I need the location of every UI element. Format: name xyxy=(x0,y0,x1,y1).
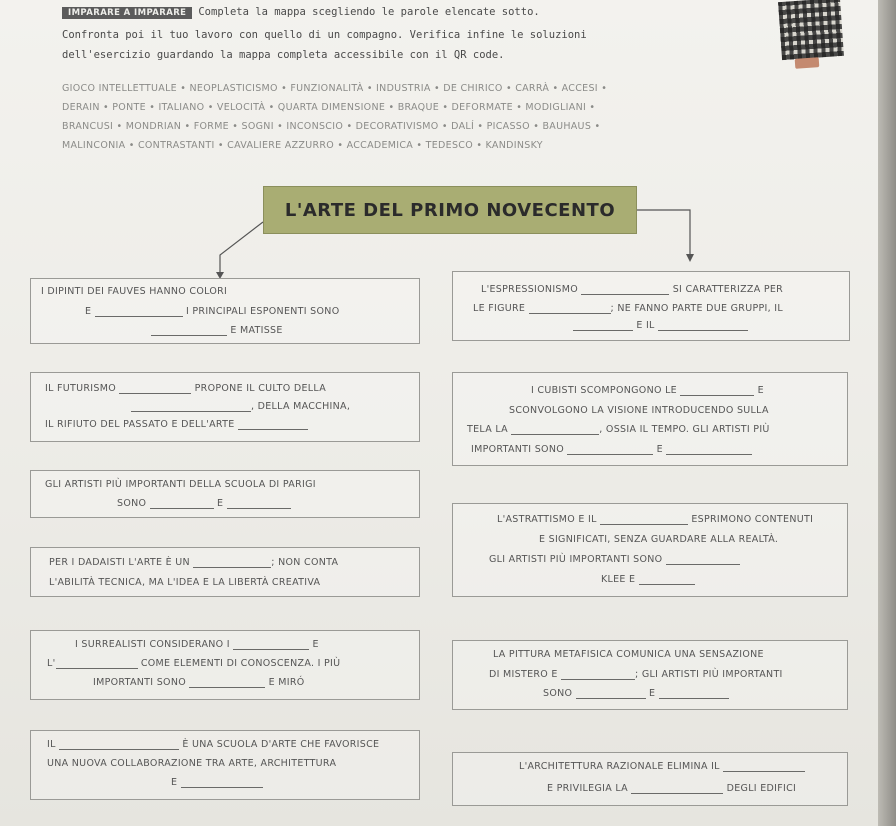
astrattismo-line-2: E SIGNIFICATI, SENZA GUARDARE ALLA REALTÀ. xyxy=(539,534,779,545)
blank-field[interactable] xyxy=(131,402,251,412)
metafisica-line-1: LA PITTURA METAFISICA COMUNICA UNA SENSAZIONE xyxy=(493,649,764,660)
bauhaus-line-1: IL È UNA SCUOLA D'ARTE CHE FAVORISCE xyxy=(47,739,380,750)
surrealisti-line-1: I SURREALISTI CONSIDERANO I E xyxy=(75,639,319,650)
blank-field[interactable] xyxy=(576,689,646,699)
blank-field[interactable] xyxy=(56,659,138,669)
blank-field[interactable] xyxy=(659,689,729,699)
connector-left xyxy=(220,222,263,276)
box-astrattismo xyxy=(452,503,848,597)
box-fauves xyxy=(30,278,420,344)
fauves-line-3: E MATISSE xyxy=(151,325,283,336)
razionale-line-1: L'ARCHITETTURA RAZIONALE ELIMINA IL xyxy=(519,761,805,772)
astrattismo-line-3: GLI ARTISTI PIÙ IMPORTANTI SONO xyxy=(489,554,740,565)
box-espressionismo xyxy=(452,271,850,341)
futurismo-line-2: , DELLA MACCHINA, xyxy=(131,401,350,412)
blank-field[interactable] xyxy=(666,555,740,565)
astrattismo-line-4: KLEE E xyxy=(601,574,695,585)
blank-field[interactable] xyxy=(581,285,669,295)
box-parigi xyxy=(30,470,420,518)
blank-field[interactable] xyxy=(680,386,754,396)
metafisica-line-3: SONO E xyxy=(543,688,729,699)
blank-field[interactable] xyxy=(233,640,309,650)
blank-field[interactable] xyxy=(189,678,265,688)
box-cubisti xyxy=(452,372,848,466)
box-bauhaus xyxy=(30,730,420,800)
dadaisti-line-1: PER I DADAISTI L'ARTE È UN ; NON CONTA xyxy=(49,557,339,568)
espressionismo-line-3: E IL xyxy=(573,320,748,331)
box-surrealisti xyxy=(30,630,420,700)
cubisti-line-2: SCONVOLGONO LA VISIONE INTRODUCENDO SULLA xyxy=(509,405,769,416)
blank-field[interactable] xyxy=(151,326,227,336)
instruction-text-1: Completa la mappa scegliendo le parole elencate sotto. xyxy=(198,6,540,18)
blank-field[interactable] xyxy=(150,499,214,509)
blank-field[interactable] xyxy=(600,515,688,525)
book-edge xyxy=(878,0,896,826)
section-badge: IMPARARE A IMPARARE xyxy=(62,7,192,19)
blank-field[interactable] xyxy=(639,575,695,585)
word-bank-line-4: MALINCONIA • CONTRASTANTI • CAVALIERE AZZURRO • ACCADEMICA • TEDESCO • KANDINSKY xyxy=(62,140,543,151)
blank-field[interactable] xyxy=(95,307,183,317)
futurismo-line-3: IL RIFIUTO DEL PASSATO E DELL'ARTE xyxy=(45,419,308,430)
blank-field[interactable] xyxy=(227,499,291,509)
blank-field[interactable] xyxy=(193,558,271,568)
blank-field[interactable] xyxy=(658,321,748,331)
fauves-line-2: E I PRINCIPALI ESPONENTI SONO xyxy=(85,306,340,317)
word-bank-line-2: DERAIN • PONTE • ITALIANO • VELOCITÀ • QUARTA DIMENSIONE • BRAQUE • DEFORMATE • MODIGLIANI • xyxy=(62,102,596,113)
razionale-line-2: E PRIVILEGIA LA DEGLI EDIFICI xyxy=(547,783,797,794)
blank-field[interactable] xyxy=(666,445,752,455)
box-architettura-razionale xyxy=(452,752,848,806)
instruction-line-3: dell'esercizio guardando la mappa completa accessibile con il QR code. xyxy=(62,49,505,61)
box-dadaisti xyxy=(30,547,420,597)
cubisti-line-3: TELA LA , OSSIA IL TEMPO. GLI ARTISTI PIÙ xyxy=(467,424,770,435)
cubisti-line-1: I CUBISTI SCOMPONGONO LE E xyxy=(531,385,764,396)
blank-field[interactable] xyxy=(59,740,179,750)
espressionismo-line-2: LE FIGURE ; NE FANNO PARTE DUE GRUPPI, IL xyxy=(473,303,783,314)
blank-field[interactable] xyxy=(723,762,805,772)
blank-field[interactable] xyxy=(511,425,599,435)
parigi-line-2: SONO E xyxy=(117,498,291,509)
blank-field[interactable] xyxy=(238,420,308,430)
surrealisti-line-2: L' COME ELEMENTI DI CONOSCENZA. I PIÙ xyxy=(47,658,341,669)
bauhaus-line-3: E xyxy=(171,777,263,788)
futurismo-line-1: IL FUTURISMO PROPONE IL CULTO DELLA xyxy=(45,383,327,394)
cubisti-line-4: IMPORTANTI SONO E xyxy=(471,444,752,455)
surrealisti-line-3: IMPORTANTI SONO E MIRÓ xyxy=(93,677,305,688)
metafisica-line-2: DI MISTERO E ; GLI ARTISTI PIÙ IMPORTANTI xyxy=(489,669,783,680)
blank-field[interactable] xyxy=(119,384,191,394)
blank-field[interactable] xyxy=(631,784,723,794)
box-futurismo xyxy=(30,372,420,442)
astrattismo-line-1: L'ASTRATTISMO E IL ESPRIMONO CONTENUTI xyxy=(497,514,814,525)
box-metafisica xyxy=(452,640,848,710)
blank-field[interactable] xyxy=(561,670,635,680)
word-bank-line-1: GIOCO INTELLETTUALE • NEOPLASTICISMO • FUNZIONALITÀ • INDUSTRIA • DE CHIRICO • CARRÀ • ACCESI • xyxy=(62,83,608,94)
arrow-right-icon xyxy=(686,254,694,262)
map-title: L'ARTE DEL PRIMO NOVECENTO xyxy=(263,186,637,234)
connector-right xyxy=(635,210,690,258)
blank-field[interactable] xyxy=(181,778,263,788)
dadaisti-line-2: L'ABILITÀ TECNICA, MA L'IDEA E LA LIBERTÀ CREATIVA xyxy=(49,577,321,588)
bauhaus-line-2: UNA NUOVA COLLABORAZIONE TRA ARTE, ARCHITETTURA xyxy=(47,758,337,769)
parigi-line-1: GLI ARTISTI PIÙ IMPORTANTI DELLA SCUOLA DI PARIGI xyxy=(45,479,316,490)
word-bank-line-3: BRANCUSI • MONDRIAN • FORME • SOGNI • INCONSCIO • DECORATIVISMO • DALÍ • PICASSO • BAUHAUS • xyxy=(62,121,601,132)
fauves-line-1: I DIPINTI DEI FAUVES HANNO COLORI xyxy=(41,286,228,297)
blank-field[interactable] xyxy=(567,445,653,455)
blank-field[interactable] xyxy=(573,321,633,331)
espressionismo-line-1: L'ESPRESSIONISMO SI CARATTERIZZA PER xyxy=(481,284,784,295)
instruction-line-2: Confronta poi il tuo lavoro con quello di un compagno. Verifica infine le soluzioni xyxy=(62,29,587,41)
blank-field[interactable] xyxy=(529,304,611,314)
